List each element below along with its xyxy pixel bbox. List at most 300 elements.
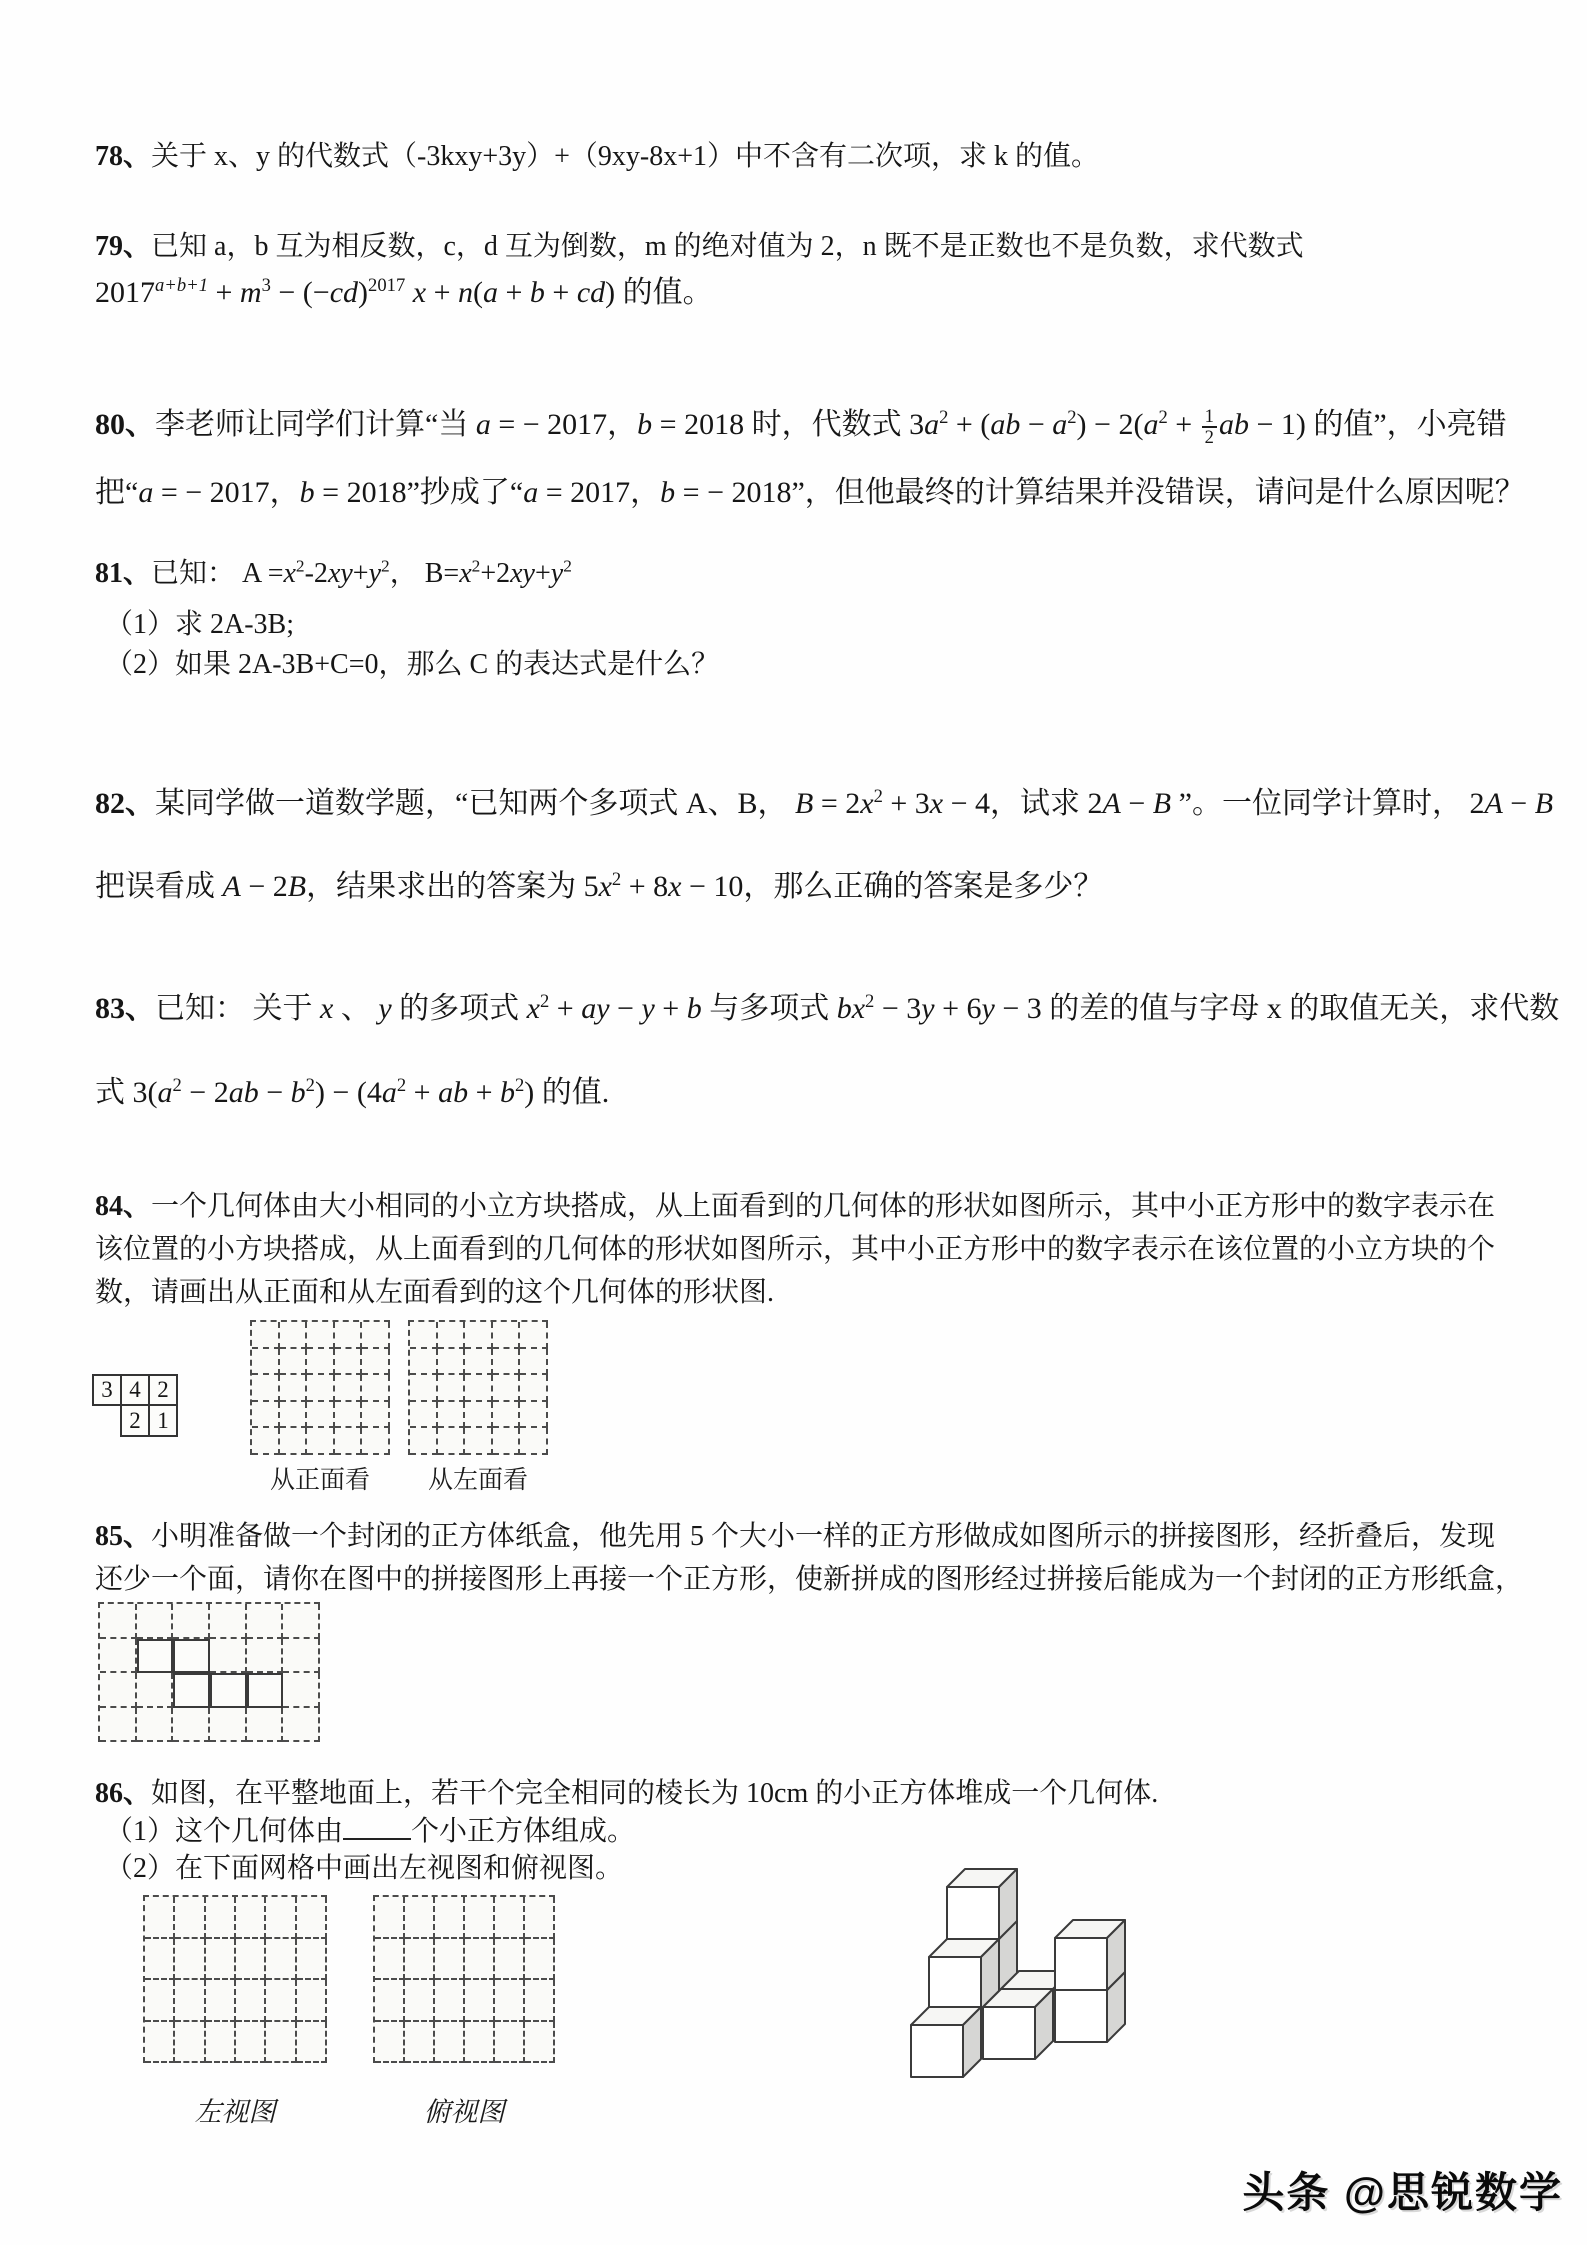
text-segment: ay — [581, 992, 610, 1025]
grid-cell[interactable] — [465, 1349, 493, 1376]
grid-cell[interactable] — [362, 1402, 390, 1429]
grid-cell[interactable] — [465, 1980, 495, 2022]
text-segment: y — [921, 992, 935, 1025]
grid-cell[interactable] — [410, 1375, 438, 1402]
grid-cell[interactable] — [525, 1980, 555, 2022]
grid-cell[interactable] — [435, 1897, 465, 1939]
net-square — [173, 1673, 210, 1708]
grid-cell[interactable] — [362, 1428, 390, 1455]
text-segment: a — [157, 1076, 173, 1109]
text-segment: + — [406, 1076, 439, 1109]
problem-86-item-1 — [105, 1810, 635, 1853]
grid-cell: 1 — [148, 1404, 178, 1437]
grid-cell[interactable] — [145, 1939, 175, 1981]
text-segment: xy — [510, 558, 535, 589]
top-view-number-grid — [92, 1374, 180, 1439]
text-segment: （1）求 2A-3B; — [105, 609, 295, 640]
grid-cell[interactable] — [307, 1402, 335, 1429]
grid-cell[interactable] — [465, 1428, 493, 1455]
grid-cell[interactable] — [520, 1428, 548, 1455]
text-segment: ) − (4 — [314, 1076, 382, 1109]
grid-cell[interactable] — [252, 1402, 280, 1429]
text-segment: a — [523, 476, 539, 509]
text-segment: y — [641, 992, 655, 1025]
text-segment: cd — [576, 276, 606, 309]
text-segment: b — [529, 276, 545, 309]
grid-cell[interactable] — [405, 1939, 435, 1981]
grid-cell[interactable] — [435, 2022, 465, 2064]
text-segment: + — [534, 558, 551, 589]
grid-cell[interactable] — [236, 1980, 266, 2022]
text-segment: 关于 x、y 的代数式（-3kxy+3y）+（9xy-8x+1）中不含有二次项，求 k 的值。 — [151, 141, 1100, 172]
text-segment: x — [283, 558, 296, 589]
text-segment: = 2 — [813, 787, 861, 820]
grid-cell[interactable] — [100, 1708, 137, 1743]
grid-cell[interactable] — [266, 1939, 296, 1981]
problem-80-text-2 — [95, 472, 1525, 514]
text-segment: n — [457, 276, 473, 309]
grid-cell[interactable] — [280, 1402, 308, 1429]
text-segment: 2 — [172, 1075, 182, 1096]
grid-cell[interactable] — [175, 1897, 205, 1939]
text-segment: − 2 — [240, 870, 288, 903]
net-square — [247, 1673, 284, 1708]
grid-cell[interactable] — [206, 1980, 236, 2022]
problem-84-text-1 — [95, 1186, 1495, 1228]
problem-83-text-2 — [95, 1072, 609, 1114]
cube-stack-group — [911, 1869, 1125, 2077]
grid-cell[interactable] — [405, 2022, 435, 2064]
text-segment: 2017 — [95, 276, 155, 309]
text-segment: + — [549, 992, 582, 1025]
grid-cell[interactable] — [495, 1939, 525, 1981]
text-segment: y — [981, 992, 995, 1025]
text-segment: 2 — [611, 869, 622, 890]
grid-cell[interactable] — [280, 1322, 308, 1349]
grid-cell[interactable] — [145, 1897, 175, 1939]
grid-cell[interactable] — [438, 1375, 466, 1402]
grid-cell[interactable] — [252, 1349, 280, 1376]
text-segment: m — [239, 276, 262, 309]
grid-cell[interactable] — [520, 1349, 548, 1376]
problem-83-text-1 — [95, 988, 1559, 1030]
grid-cell[interactable] — [438, 1428, 466, 1455]
problem-79-formula — [95, 272, 713, 314]
problem-85-text-1 — [95, 1516, 1495, 1558]
text-segment: a — [381, 1076, 397, 1109]
problem-80-text-1 — [95, 396, 1507, 454]
text-segment: 80、 — [95, 408, 155, 441]
text-segment: + ( — [948, 408, 991, 441]
grid-cell[interactable] — [410, 1402, 438, 1429]
grid-cell[interactable] — [173, 1604, 210, 1639]
text-segment: x — [459, 558, 472, 589]
grid-cell[interactable] — [266, 2022, 296, 2064]
text-segment: ， B= — [389, 558, 460, 589]
text-segment: y — [550, 558, 564, 589]
text-segment: − — [1120, 787, 1153, 820]
text-segment: 79、 — [95, 231, 152, 262]
grid-cell[interactable] — [525, 1897, 555, 1939]
grid-cell[interactable] — [435, 1980, 465, 2022]
text-segment: 2 — [539, 991, 550, 1012]
grid-cell[interactable] — [297, 1897, 327, 1939]
grid-cell[interactable] — [210, 1708, 247, 1743]
net-square — [137, 1639, 174, 1674]
text-segment: 与多项式 — [701, 992, 837, 1025]
text-segment: 该位置的小方块搭成，从上面看到的几何体的形状如图所示，其中小正方形中的数字表示在该位置的小立方块的个 — [95, 1234, 1496, 1265]
problem-85-text-2 — [95, 1559, 1523, 1601]
left-view-drawing-grid[interactable] — [143, 1895, 327, 2063]
text-segment: 2 — [305, 1075, 315, 1096]
text-segment: 把“ — [95, 476, 139, 509]
text-segment: − — [1502, 787, 1535, 820]
text-segment: 3 — [261, 275, 271, 296]
net-square — [173, 1639, 210, 1674]
grid-cell[interactable] — [266, 1980, 296, 2022]
grid-cell[interactable] — [438, 1322, 466, 1349]
text-segment: 的多项式 — [391, 992, 527, 1025]
grid-cell[interactable] — [493, 1375, 521, 1402]
text-segment: ( — [472, 276, 483, 309]
grid-cell[interactable] — [297, 2022, 327, 2064]
problem-84-text-2 — [95, 1229, 1495, 1271]
text-segment: = 2017， — [538, 476, 661, 509]
text-segment: x — [320, 992, 334, 1025]
text-segment: 个小正方体组成。 — [411, 1816, 636, 1847]
text-segment: （2）在下面网格中画出左视图和俯视图。 — [105, 1853, 624, 1884]
text-segment: y — [368, 558, 382, 589]
text-segment: 85、 — [95, 1521, 152, 1552]
text-segment: + 3 — [882, 787, 930, 820]
text-segment: x — [668, 870, 682, 903]
top-view-drawing-grid[interactable] — [373, 1895, 555, 2063]
text-segment: y — [378, 992, 392, 1025]
text-segment: + — [352, 558, 369, 589]
text-segment: 已知 a，b 互为相反数，c，d 互为倒数，m 的绝对值为 2，n 既不是正数也不是负数，求代数式 — [151, 231, 1304, 262]
text-segment: ) 的值。 — [605, 276, 713, 309]
text-segment: bx — [836, 992, 866, 1025]
grid-cell[interactable] — [335, 1402, 363, 1429]
problem-81-item-2 — [105, 644, 719, 686]
grid-cell[interactable] — [375, 1980, 405, 2022]
front-view-answer-grid[interactable] — [250, 1320, 390, 1455]
grid-cell[interactable] — [252, 1375, 280, 1402]
grid-cell[interactable] — [307, 1349, 335, 1376]
grid-cell[interactable] — [283, 1708, 320, 1743]
text-segment: 2 — [471, 556, 481, 576]
grid-cell[interactable] — [525, 2022, 555, 2064]
grid-cell[interactable] — [100, 1639, 137, 1674]
grid-cell[interactable] — [175, 1980, 205, 2022]
text-segment: + — [544, 276, 577, 309]
grid-cell: 3 — [92, 1374, 122, 1406]
grid-cell[interactable] — [247, 1708, 284, 1743]
grid-cell[interactable] — [280, 1349, 308, 1376]
grid-cell[interactable] — [493, 1349, 521, 1376]
grid-cell[interactable] — [405, 1897, 435, 1939]
text-segment: 把误看成 — [95, 870, 223, 903]
grid-cell[interactable] — [206, 1897, 236, 1939]
grid-cell[interactable] — [173, 1708, 210, 1743]
grid-cell[interactable] — [307, 1428, 335, 1455]
grid-cell[interactable] — [137, 1673, 174, 1708]
text-segment: B — [1534, 787, 1554, 820]
grid-cell[interactable] — [247, 1604, 284, 1639]
grid-cell[interactable] — [210, 1604, 247, 1639]
text-segment: 小明准备做一个封闭的正方体纸盒，他先用 5 个大小一样的正方形做成如图所示的拼接图形，经折叠后，发现 — [151, 1521, 1496, 1552]
top-view-label: 俯视图 — [423, 2097, 505, 2127]
text-segment: x — [598, 870, 612, 903]
problem-79-text — [95, 226, 1304, 268]
text-segment: b — [290, 1076, 306, 1109]
text-segment: 一个几何体由大小相同的小立方块搭成，从上面看到的几何体的形状如图所示，其中小正方形中的数字表示在 — [151, 1191, 1496, 1222]
text-segment: +2 — [480, 558, 511, 589]
grid-cell[interactable] — [206, 2022, 236, 2064]
grid-cell[interactable] — [297, 1939, 327, 1981]
problem-81-text — [95, 553, 572, 595]
text-segment: − 1) 的值”，小亮错 — [1248, 408, 1507, 441]
text-segment: + — [1167, 408, 1200, 441]
grid-cell[interactable] — [335, 1322, 363, 1349]
grid-cell[interactable] — [495, 2022, 525, 2064]
grid-cell[interactable] — [375, 1897, 405, 1939]
text-segment: 2 — [396, 1075, 407, 1096]
grid-cell[interactable] — [145, 1980, 175, 2022]
text-segment: + — [468, 1076, 500, 1109]
text-segment: -2 — [304, 558, 328, 589]
grid-cell[interactable] — [145, 2022, 175, 2064]
text-segment: 2 — [381, 556, 390, 576]
grid-cell[interactable] — [206, 1939, 236, 1981]
grid-cell[interactable] — [465, 1375, 493, 1402]
text-segment: + — [654, 992, 687, 1025]
grid-cell[interactable] — [362, 1375, 390, 1402]
text-segment: = 2018”抄成了“ — [314, 476, 524, 509]
grid-cell[interactable] — [252, 1322, 280, 1349]
grid-cell[interactable] — [465, 1939, 495, 1981]
grid-cell[interactable] — [236, 1939, 266, 1981]
text-segment: x — [860, 787, 874, 820]
text-segment: a — [475, 408, 491, 441]
text-segment: + — [497, 276, 530, 309]
grid-cell[interactable] — [283, 1639, 320, 1674]
text-segment: 2 — [865, 991, 875, 1012]
text-segment: 李老师让同学们计算“当 — [155, 408, 476, 441]
text-segment: 78、 — [95, 141, 152, 172]
grid-cell[interactable] — [493, 1322, 521, 1349]
grid-cell[interactable] — [465, 1402, 493, 1429]
grid-cell[interactable] — [137, 1604, 174, 1639]
text-segment: b — [299, 476, 315, 509]
text-segment: = 2018 时，代数式 3 — [652, 408, 925, 441]
grid-cell[interactable] — [362, 1322, 390, 1349]
text-segment: 2017 — [368, 275, 406, 296]
text-segment: $\frac{1}{2}$ — [1202, 407, 1217, 448]
grid-cell[interactable] — [362, 1349, 390, 1376]
text-segment: 式 3( — [95, 1076, 158, 1109]
problem-81-item-1 — [105, 604, 294, 646]
problem-82-text-1 — [95, 783, 1553, 825]
text-segment: 已知： 关于 — [155, 992, 320, 1025]
text-segment: − 3 — [874, 992, 922, 1025]
text-segment: 83、 — [95, 992, 155, 1025]
text-segment: b — [686, 992, 702, 1025]
text-segment: a — [1143, 408, 1159, 441]
grid-cell[interactable] — [100, 1673, 137, 1708]
text-segment: 如图，在平整地面上，若干个完全相同的棱长为 10cm 的小正方体堆成一个几何体. — [151, 1778, 1159, 1809]
grid-cell[interactable] — [410, 1322, 438, 1349]
problem-84-text-3 — [95, 1272, 774, 1314]
text-segment: 2 — [939, 407, 949, 428]
grid-cell[interactable] — [247, 1639, 284, 1674]
cube-stack-figure — [890, 1858, 1140, 2088]
grid-cell[interactable] — [335, 1428, 363, 1455]
text-segment: a — [1052, 408, 1068, 441]
cube-net-grid[interactable] — [98, 1602, 320, 1742]
grid-cell[interactable] — [307, 1375, 335, 1402]
grid-cell[interactable] — [465, 1322, 493, 1349]
text-segment: = − 2018”，但他最终的计算结果并没错误，请问是什么原因呢？ — [675, 476, 1525, 509]
grid-cell[interactable] — [100, 1604, 137, 1639]
grid-cell[interactable] — [137, 1708, 174, 1743]
text-segment: ab — [228, 1076, 259, 1109]
grid-cell[interactable] — [280, 1375, 308, 1402]
grid-cell[interactable] — [236, 1897, 266, 1939]
text-segment: = − 2017， — [490, 408, 638, 441]
left-view-answer-grid[interactable] — [408, 1320, 548, 1455]
text-segment: b — [660, 476, 676, 509]
text-segment: a — [138, 476, 154, 509]
text-segment: 2 — [873, 786, 883, 807]
problem-86-item-2 — [105, 1848, 623, 1890]
text-segment — [343, 1810, 411, 1840]
text-segment: b — [499, 1076, 515, 1109]
text-segment: ab — [990, 408, 1021, 441]
grid-cell[interactable] — [525, 1939, 555, 1981]
left-view-caption: 从左面看 — [427, 1467, 528, 1494]
grid-cell[interactable] — [493, 1428, 521, 1455]
grid-cell[interactable] — [210, 1639, 247, 1674]
text-segment: − 3 的差的值与字母 x 的取值无关，求代数 — [994, 992, 1560, 1025]
grid-cell[interactable] — [465, 2022, 495, 2064]
grid-cell[interactable] — [335, 1375, 363, 1402]
text-segment: b — [637, 408, 653, 441]
text-segment: 2 — [1067, 407, 1077, 428]
grid-cell[interactable] — [465, 1897, 495, 1939]
text-segment: − 10，那么正确的答案是多少？ — [681, 870, 1104, 903]
text-segment: B — [1152, 787, 1172, 820]
text-segment: − — [1020, 408, 1053, 441]
front-view-caption: 从正面看 — [269, 1467, 370, 1494]
text-segment: A — [1102, 787, 1121, 820]
grid-cell[interactable] — [438, 1402, 466, 1429]
grid-cell[interactable] — [283, 1673, 320, 1708]
text-segment: − 2 — [181, 1076, 229, 1109]
grid-cell[interactable] — [410, 1349, 438, 1376]
text-segment: （1）这个几何体由 — [105, 1816, 344, 1847]
text-segment: − 4，试求 2 — [943, 787, 1103, 820]
problem-78-text — [95, 136, 1099, 178]
text-segment: + 6 — [934, 992, 982, 1025]
text-segment: − — [258, 1076, 291, 1109]
grid-cell[interactable] — [175, 2022, 205, 2064]
grid-cell[interactable] — [520, 1402, 548, 1429]
text-segment: x — [929, 787, 944, 820]
grid-cell[interactable] — [283, 1604, 320, 1639]
text-segment: ) — [358, 276, 369, 309]
grid-cell[interactable] — [495, 1897, 525, 1939]
grid-cell: 2 — [120, 1404, 150, 1437]
grid-cell[interactable] — [307, 1322, 335, 1349]
text-segment: − (− — [270, 276, 330, 309]
grid-cell[interactable] — [495, 1980, 525, 2022]
text-segment: 84、 — [95, 1191, 152, 1222]
text-segment — [405, 276, 413, 309]
text-segment: ) 的值. — [524, 1076, 610, 1109]
grid-cell[interactable] — [375, 2022, 405, 2064]
text-segment: 2 — [295, 556, 305, 576]
grid-cell[interactable] — [410, 1428, 438, 1455]
text-segment: 2 — [563, 556, 572, 576]
net-square — [210, 1673, 247, 1708]
grid-cell[interactable] — [335, 1349, 363, 1376]
text-segment: a — [924, 408, 940, 441]
text-segment: ，结果求出的答案为 5 — [306, 870, 599, 903]
text-segment: 82、 — [95, 787, 155, 820]
grid-cell[interactable] — [175, 1939, 205, 1981]
text-segment: A — [222, 870, 241, 903]
text-segment: + — [208, 276, 240, 309]
grid-cell[interactable] — [493, 1402, 521, 1429]
text-segment: x — [412, 276, 427, 309]
grid-cell[interactable] — [520, 1322, 548, 1349]
text-segment: ) − 2( — [1076, 408, 1144, 441]
text-segment: 2 — [514, 1075, 525, 1096]
left-view-label: 左视图 — [194, 2097, 276, 2127]
text-segment: + — [426, 276, 458, 309]
grid-cell[interactable] — [236, 2022, 266, 2064]
text-segment: 数，请画出从正面和从左面看到的这个几何体的形状图. — [95, 1277, 775, 1308]
grid-cell[interactable] — [297, 1980, 327, 2022]
grid-cell[interactable] — [405, 1980, 435, 2022]
page-watermark: 头条 @思锐数学 — [1242, 2169, 1563, 2216]
text-segment: 86、 — [95, 1778, 152, 1809]
text-segment: 、 — [333, 992, 379, 1025]
grid-cell: 2 — [148, 1374, 178, 1406]
problem-82-text-2 — [95, 866, 1103, 908]
text-segment: + 8 — [621, 870, 669, 903]
text-segment: ab — [1218, 408, 1249, 441]
text-segment: 某同学做一道数学题，“已知两个多项式 A、B， — [155, 787, 795, 820]
grid-cell[interactable] — [438, 1349, 466, 1376]
text-segment: x — [526, 992, 540, 1025]
grid-cell[interactable] — [375, 1939, 405, 1981]
text-segment: 81、 — [95, 558, 152, 589]
text-segment: = − 2017， — [153, 476, 300, 509]
text-segment: 2 — [1158, 407, 1168, 428]
text-segment: a+b+1 — [155, 275, 208, 296]
grid-cell[interactable] — [266, 1897, 296, 1939]
grid-cell[interactable] — [435, 1939, 465, 1981]
grid-cell: 4 — [120, 1374, 150, 1406]
text-segment: 已知： A = — [151, 558, 284, 589]
grid-cell[interactable] — [280, 1428, 308, 1455]
grid-cell[interactable] — [252, 1428, 280, 1455]
text-segment: xy — [327, 558, 353, 589]
text-segment: B — [795, 787, 814, 820]
grid-cell[interactable] — [520, 1375, 548, 1402]
